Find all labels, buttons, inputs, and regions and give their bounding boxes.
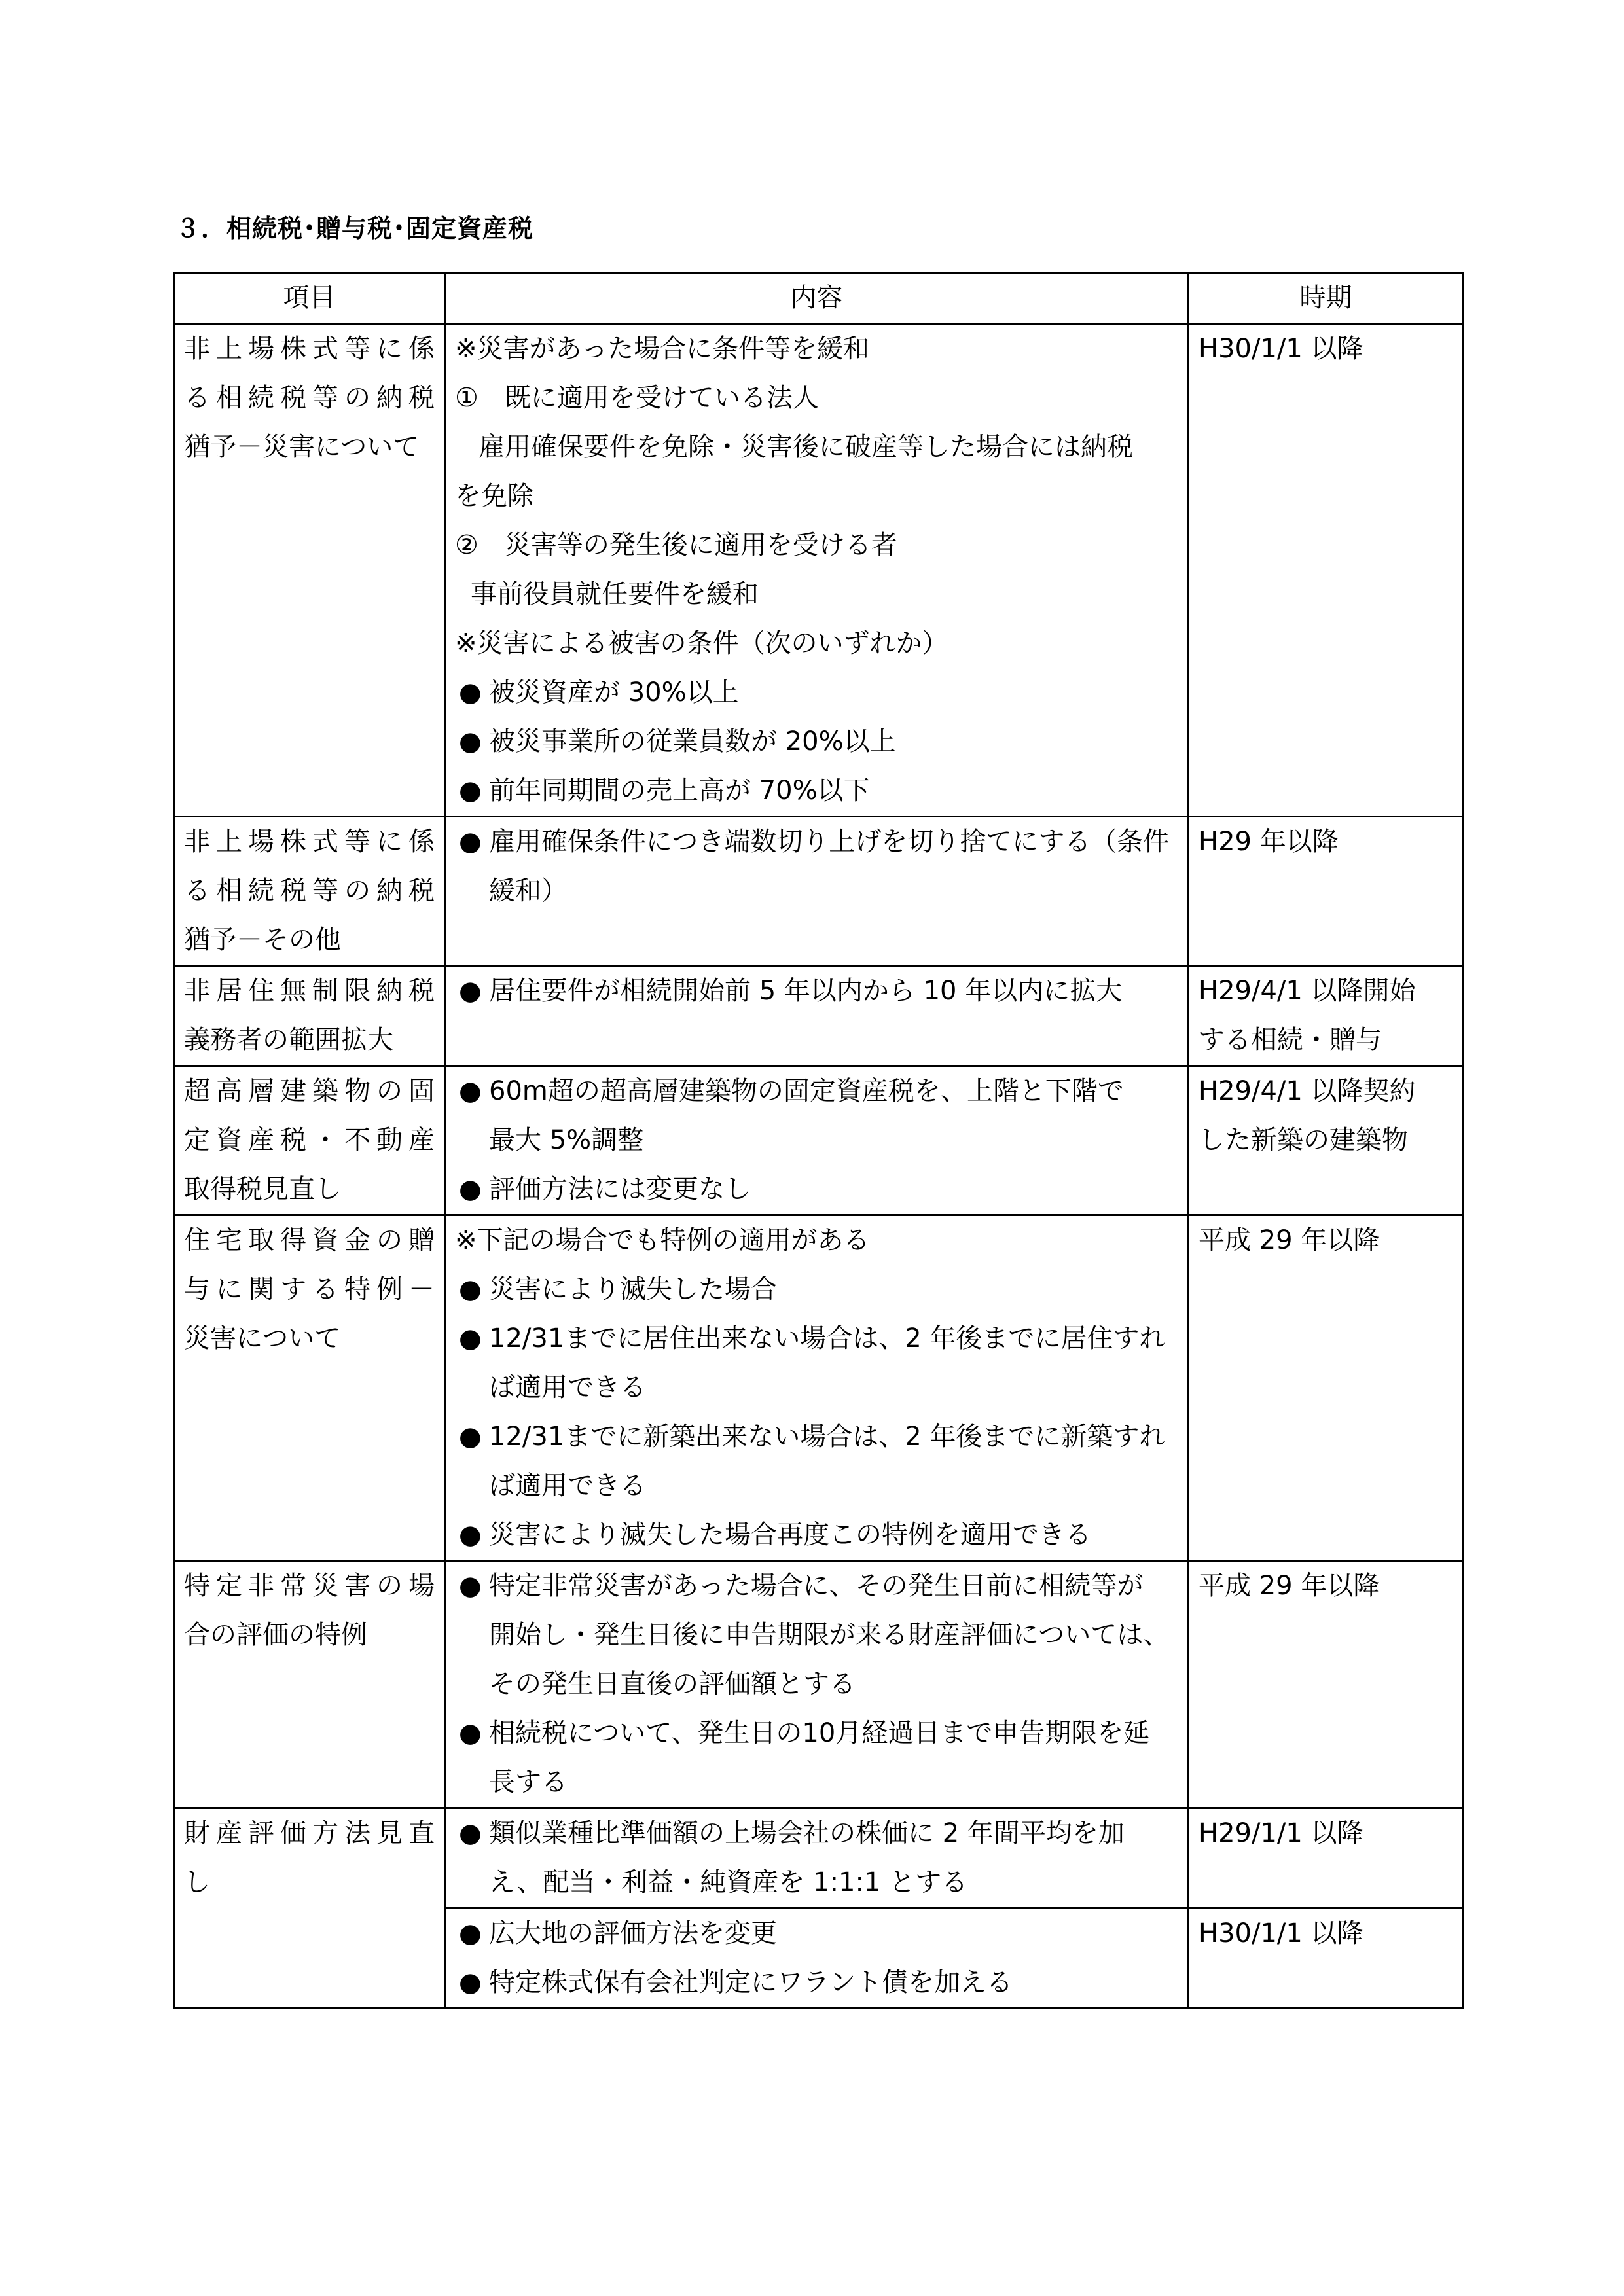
table-row xyxy=(174,817,1464,966)
tax-reform-table xyxy=(173,272,1464,2009)
content-cell xyxy=(445,1561,1189,1808)
bullet-text: 60m超の超高層建築物の固定資産税を、上階と下階で xyxy=(489,1076,1124,1106)
content-line: ※下記の場合でも特例の適用がある xyxy=(455,1225,870,1255)
bullet-icon: ● xyxy=(459,827,482,857)
bullet-item xyxy=(455,766,1178,816)
content-line: 長する xyxy=(489,1767,568,1797)
table-row xyxy=(174,966,1464,1066)
content-line: ① 既に適用を受けている法人 xyxy=(455,383,819,413)
bullet-item xyxy=(455,967,1178,1016)
content-line: 事前役員就任要件を緩和 xyxy=(471,579,759,609)
bullet-icon: ● xyxy=(459,1323,482,1354)
period-line: H30/1/1 以降 xyxy=(1199,1918,1363,1948)
period-line: 平成 29 年以降 xyxy=(1199,1571,1380,1601)
bullet-item xyxy=(455,1511,1178,1560)
item-line: 義務者の範囲拡大 xyxy=(184,1025,393,1055)
content-cell xyxy=(445,324,1189,817)
period-cell xyxy=(1189,1215,1464,1561)
content-line: を免除 xyxy=(455,481,533,511)
item-line: 合の評価の特例 xyxy=(184,1620,367,1650)
period-cell xyxy=(1189,966,1464,1066)
content-cell xyxy=(445,1808,1189,1909)
bullet-text: 居住要件が相続開始前 5 年以内から 10 年以内に拡大 xyxy=(489,976,1123,1006)
bullet-icon: ● xyxy=(459,1571,482,1601)
content-line: え、配当・利益・純資産を 1:1:1 とする xyxy=(489,1867,968,1897)
bullet-item xyxy=(455,1067,1178,1116)
content-line: ※災害があった場合に条件等を緩和 xyxy=(455,334,870,364)
item-line: 非上場株式等に係 xyxy=(184,827,435,857)
content-line: 緩和） xyxy=(489,876,568,906)
item-line: 財産評価方法見直 xyxy=(184,1818,435,1848)
bullet-text: 災害により滅失した場合 xyxy=(489,1274,777,1304)
bullet-icon: ● xyxy=(459,1718,482,1748)
item-line: 災害について xyxy=(184,1323,341,1354)
bullet-icon: ● xyxy=(459,1918,482,1948)
table-row xyxy=(174,1215,1464,1561)
bullet-text: 12/31までに新築出来ない場合は、2 年後までに新築すれ xyxy=(489,1422,1166,1452)
content-line: ② 災害等の発生後に適用を受ける者 xyxy=(455,530,897,560)
item-line: 定資産税・不動産 xyxy=(184,1125,435,1155)
content-line: ば適用できる xyxy=(489,1471,646,1501)
item-line: 超高層建築物の固 xyxy=(184,1076,435,1106)
bullet-icon: ● xyxy=(459,1076,482,1106)
bullet-item xyxy=(455,1412,1178,1462)
bullet-item xyxy=(455,817,1178,867)
bullet-text: 特定株式保有会社判定にワラント債を加える xyxy=(489,1967,1013,1998)
content-cell xyxy=(445,1215,1189,1561)
bullet-icon: ● xyxy=(459,1967,482,1998)
period-cell xyxy=(1189,1066,1464,1215)
item-cell xyxy=(174,817,445,966)
item-cell xyxy=(174,1561,445,1808)
bullet-text: 特定非常災害があった場合に、その発生日前に相続等が xyxy=(489,1571,1144,1601)
period-line: 平成 29 年以降 xyxy=(1199,1225,1380,1255)
bullet-item xyxy=(455,717,1178,766)
period-line: する相続・贈与 xyxy=(1199,1025,1382,1055)
bullet-text: 12/31までに居住出来ない場合は、2 年後までに居住すれ xyxy=(489,1323,1166,1354)
period-cell xyxy=(1189,817,1464,966)
period-cell xyxy=(1189,1909,1464,2009)
bullet-text: 類似業種比準価額の上場会社の株価に 2 年間平均を加 xyxy=(489,1818,1125,1848)
content-line: その発生日直後の評価額とする xyxy=(489,1669,856,1699)
bullet-text: 雇用確保条件につき端数切り上げを切り捨てにする（条件 xyxy=(489,827,1170,857)
item-cell xyxy=(174,1066,445,1215)
bullet-icon: ● xyxy=(459,1818,482,1848)
bullet-text: 相続税について、発生日の10月経過日まで申告期限を延 xyxy=(489,1718,1150,1748)
bullet-icon: ● xyxy=(459,1274,482,1304)
table-row xyxy=(174,1561,1464,1808)
period-line: H30/1/1 以降 xyxy=(1199,334,1363,364)
item-line: 与に関する特例－ xyxy=(184,1274,435,1304)
period-line: H29 年以降 xyxy=(1199,827,1339,857)
bullet-item xyxy=(455,1709,1178,1758)
period-line: した新築の建築物 xyxy=(1199,1125,1408,1155)
bullet-text: 広大地の評価方法を変更 xyxy=(489,1918,777,1948)
item-cell xyxy=(174,966,445,1066)
bullet-icon: ● xyxy=(459,1422,482,1452)
item-line: 非上場株式等に係 xyxy=(184,334,435,364)
bullet-item xyxy=(455,1265,1178,1314)
bullet-text: 前年同期間の売上高が 70%以下 xyxy=(489,776,870,806)
content-cell xyxy=(445,1066,1189,1215)
bullet-icon: ● xyxy=(459,726,482,757)
bullet-item xyxy=(455,668,1178,717)
period-line: H29/4/1 以降契約 xyxy=(1199,1076,1416,1106)
item-line: 猶予－災害について xyxy=(184,432,420,462)
table-header-row xyxy=(174,273,1464,324)
item-line: 住宅取得資金の贈 xyxy=(184,1225,435,1255)
section-heading: ３．相続税･贈与税･固定資産税 xyxy=(175,214,534,243)
period-cell xyxy=(1189,1808,1464,1909)
item-cell xyxy=(174,1808,445,2009)
bullet-text: 評価方法には変更なし xyxy=(489,1174,751,1204)
bullet-item xyxy=(455,1562,1178,1611)
content-line: ※災害による被害の条件（次のいずれか） xyxy=(455,628,948,658)
bullet-item xyxy=(455,1809,1178,1858)
content-line: 開始し・発生日後に申告期限が来る財産評価については、 xyxy=(489,1620,1170,1650)
item-line: 取得税見直し xyxy=(184,1174,341,1204)
header-period: 時期 xyxy=(1189,273,1464,324)
table-row xyxy=(174,1066,1464,1215)
item-line: る相続税等の納税 xyxy=(184,876,435,906)
bullet-icon: ● xyxy=(459,776,482,806)
header-content: 内容 xyxy=(445,273,1189,324)
content-cell xyxy=(445,817,1189,966)
content-cell xyxy=(445,966,1189,1066)
table-row xyxy=(174,1808,1464,1909)
item-line: し xyxy=(184,1867,210,1897)
table-row xyxy=(174,324,1464,817)
bullet-icon: ● xyxy=(459,1520,482,1550)
period-cell xyxy=(1189,1561,1464,1808)
item-line: る相続税等の納税 xyxy=(184,383,435,413)
period-line: H29/1/1 以降 xyxy=(1199,1818,1363,1848)
bullet-item xyxy=(455,1165,1178,1214)
content-line: ば適用できる xyxy=(489,1372,646,1403)
item-line: 猶予－その他 xyxy=(184,925,341,955)
content-line: 雇用確保要件を免除・災害後に破産等した場合には納税 xyxy=(478,432,1133,462)
bullet-icon: ● xyxy=(459,677,482,708)
item-line: 非居住無制限納税 xyxy=(184,976,435,1006)
bullet-text: 被災資産が 30%以上 xyxy=(489,677,739,708)
bullet-text: 災害により滅失した場合再度この特例を適用できる xyxy=(489,1520,1091,1550)
bullet-icon: ● xyxy=(459,1174,482,1204)
bullet-item xyxy=(455,1314,1178,1363)
item-cell xyxy=(174,1215,445,1561)
bullet-text: 被災事業所の従業員数が 20%以上 xyxy=(489,726,896,757)
content-cell xyxy=(445,1909,1189,2009)
header-item: 項目 xyxy=(174,273,445,324)
period-cell xyxy=(1189,324,1464,817)
item-cell xyxy=(174,324,445,817)
bullet-item xyxy=(455,1909,1178,1958)
item-line: 特定非常災害の場 xyxy=(184,1571,435,1601)
period-line: H29/4/1 以降開始 xyxy=(1199,976,1416,1006)
bullet-item xyxy=(455,1958,1178,2007)
content-line: 最大 5%調整 xyxy=(489,1125,644,1155)
bullet-icon: ● xyxy=(459,976,482,1006)
